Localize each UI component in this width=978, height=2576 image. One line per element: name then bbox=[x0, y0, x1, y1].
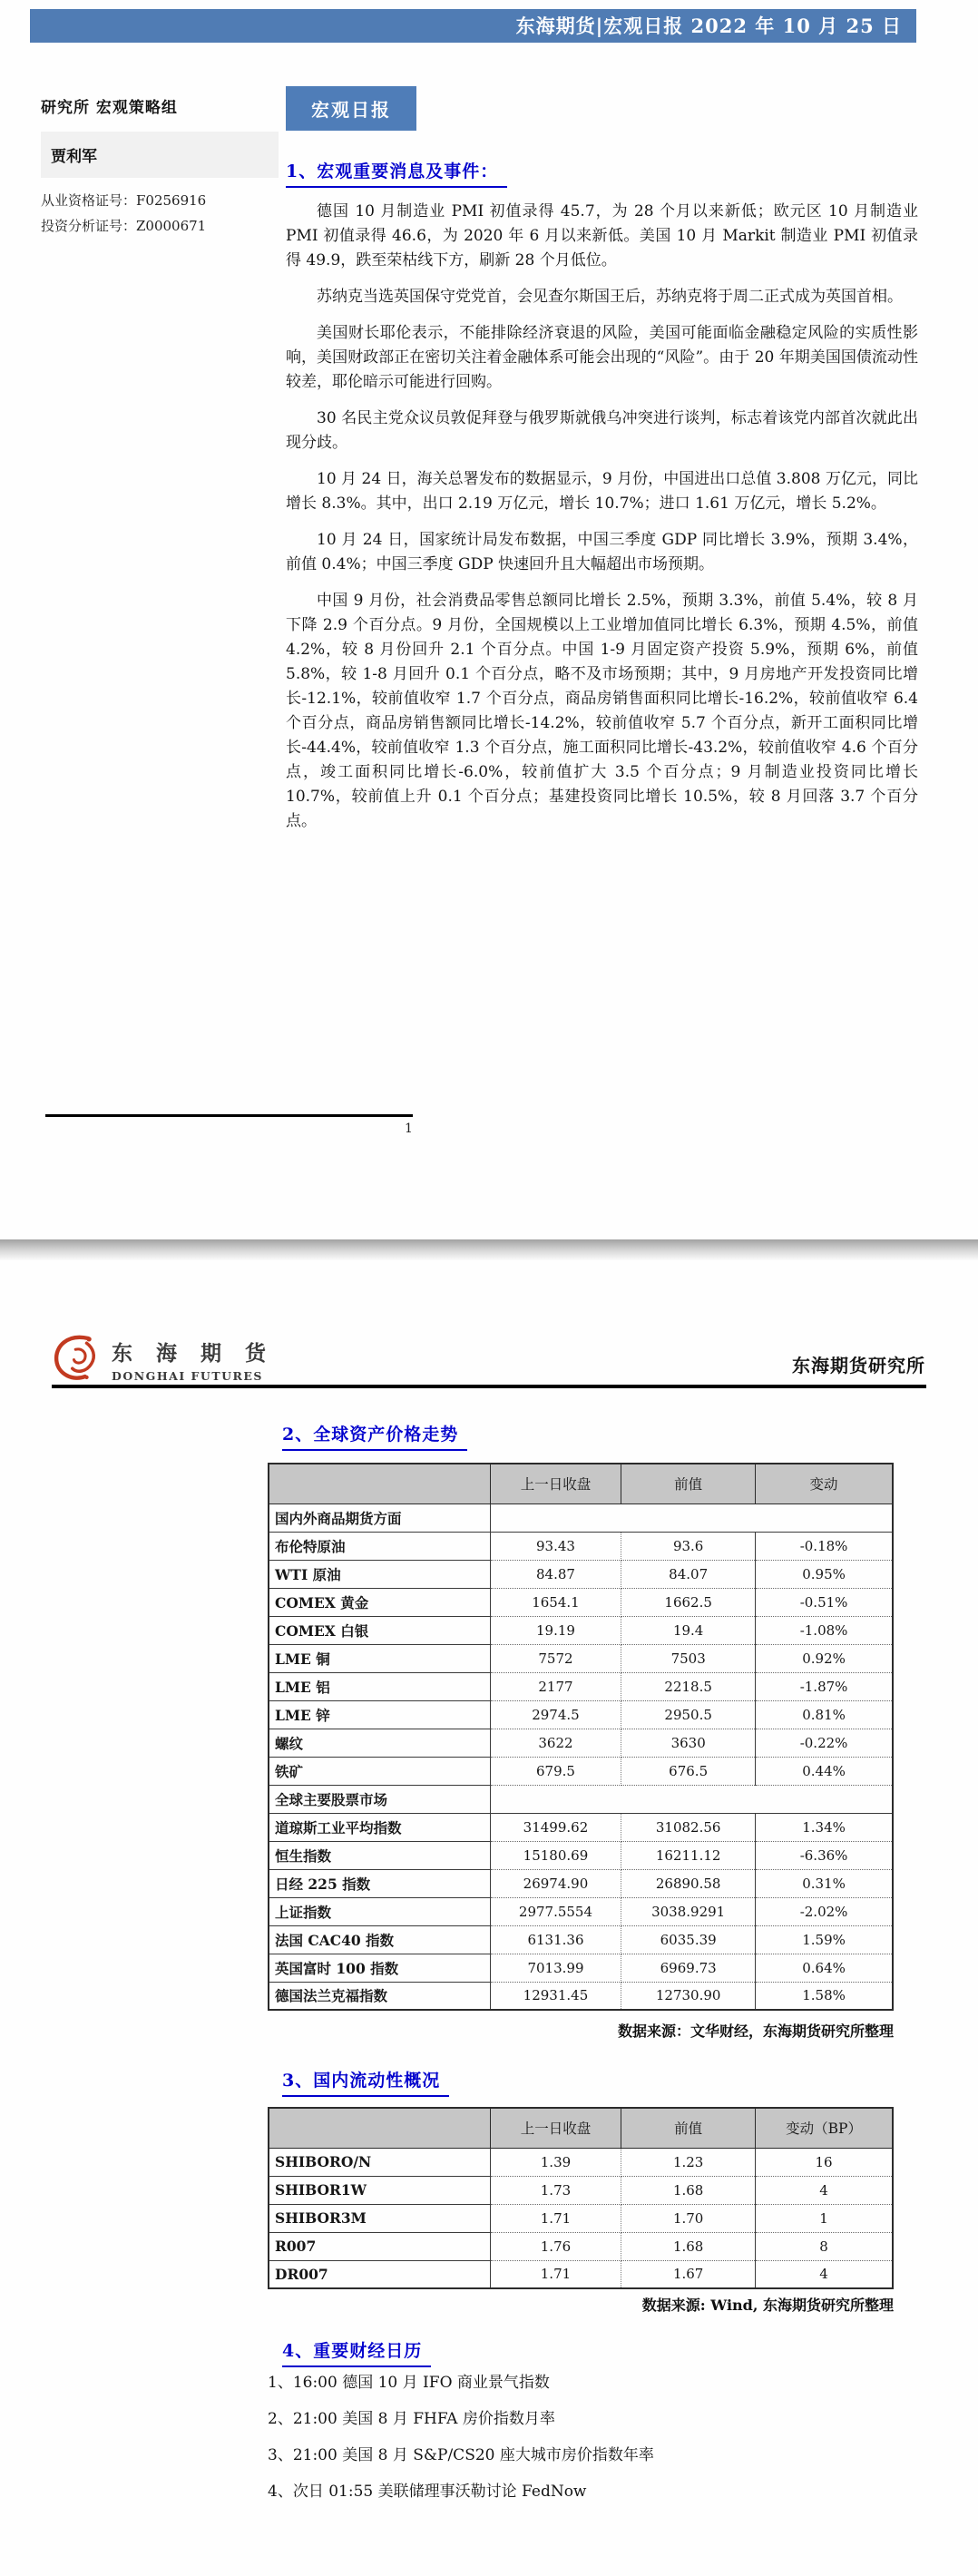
asset-label: 德国法兰克福指数 bbox=[269, 1982, 490, 2010]
change-cell: -1.87% bbox=[756, 1672, 893, 1700]
section-3-title: 3、国内流动性概况 bbox=[282, 2067, 449, 2097]
prev-close-cell: 6131.36 bbox=[490, 1925, 621, 1954]
prior-cell: 84.07 bbox=[621, 1560, 756, 1588]
prev-close-cell: 84.87 bbox=[490, 1560, 621, 1588]
macro-paragraph: 30 名民主党众议员敦促拜登与俄罗斯就俄乌冲突进行谈判，标志着该党内部首次就此出现分歧。 bbox=[286, 409, 918, 452]
macro-paragraph: 美国财长耶伦表示，不能排除经济衰退的风险，美国可能面临金融稳定风险的实质性影响，美国财政部正在密切关注着金融体系可能会出现的“风险”。由于 20 年期美国国债流动性较差，耶伦暗示可能进行回购。 bbox=[286, 324, 918, 391]
logo-text-en: DONGHAI FUTURES bbox=[112, 1368, 263, 1383]
asset-row bbox=[269, 1644, 893, 1672]
macro-paragraph: 10 月 24 日，海关总署发布的数据显示，9 月份，中国进出口总值 3.808 万亿元，同比增长 8.3%。其中，出口 2.19 万亿元，增长 10.7%；进口 1.61 万亿元，增长 5.2%。 bbox=[286, 470, 918, 513]
prev-close-cell: 2177 bbox=[490, 1672, 621, 1700]
macro-paragraphs bbox=[286, 200, 918, 834]
asset-row bbox=[269, 1954, 893, 1982]
prev-close-cell: 679.5 bbox=[490, 1757, 621, 1785]
asset-label: 布伦特原油 bbox=[269, 1532, 490, 1560]
prev-close-cell: 1.71 bbox=[490, 2260, 621, 2288]
change-cell: 1.59% bbox=[756, 1925, 893, 1954]
table-source-2: 数据来源: Wind, 东海期货研究所整理 bbox=[641, 2297, 894, 2314]
header-cell-change-bp: 变动（BP） bbox=[756, 2108, 893, 2148]
prior-cell: 6969.73 bbox=[621, 1954, 756, 1982]
prev-close-cell bbox=[490, 1785, 621, 1813]
company-logo bbox=[52, 1330, 274, 1388]
header-cell-prev-close: 上一日收盘 bbox=[490, 1464, 621, 1503]
macro-paragraph: 德国 10 月制造业 PMI 初值录得 45.7，为 28 个月以来新低；欧元区 10 月制造业 PMI 初值录得 46.6，为 2020 年 6 月以来新低。美国 10 月 Markit 制造业 PMI 初值录得 49.9，跌至荣枯线下方，刷新 28 个月低位。 bbox=[286, 202, 918, 269]
prev-close-cell: 1.76 bbox=[490, 2232, 621, 2260]
prev-close-cell: 3622 bbox=[490, 1729, 621, 1757]
cert-number-2: 投资分析证号：Z0000671 bbox=[41, 217, 207, 234]
asset-label: 道琼斯工业平均指数 bbox=[269, 1813, 490, 1841]
prev-close-cell: 93.43 bbox=[490, 1532, 621, 1560]
certificates-block bbox=[41, 189, 279, 240]
footnote-rule bbox=[45, 1114, 413, 1117]
liquidity-row bbox=[269, 2204, 893, 2232]
asset-row bbox=[269, 1869, 893, 1897]
calendar-item: 3、21:00 美国 8 月 S&P/CS20 座大城市房价指数年率 bbox=[268, 2446, 654, 2464]
asset-label: WTI 原油 bbox=[269, 1560, 490, 1588]
asset-row bbox=[269, 1757, 893, 1785]
asset-row bbox=[269, 1785, 893, 1813]
asset-label: 英国富时 100 指数 bbox=[269, 1954, 490, 1982]
prior-cell: 2950.5 bbox=[621, 1700, 756, 1729]
prev-close-cell: 2977.5554 bbox=[490, 1897, 621, 1925]
asset-row bbox=[269, 1532, 893, 1560]
asset-row bbox=[269, 1503, 893, 1532]
header-cell-prior: 前值 bbox=[621, 1464, 756, 1503]
donghai-logo-icon bbox=[52, 1330, 103, 1388]
prior-cell: 19.4 bbox=[621, 1616, 756, 1644]
prev-close-cell: 1.71 bbox=[490, 2204, 621, 2232]
prior-cell: 1.23 bbox=[621, 2148, 756, 2176]
prior-cell: 676.5 bbox=[621, 1757, 756, 1785]
asset-row bbox=[269, 1560, 893, 1588]
prior-cell: 2218.5 bbox=[621, 1672, 756, 1700]
prev-close-cell: 15180.69 bbox=[490, 1841, 621, 1869]
rate-label: SHIBOR3M bbox=[269, 2204, 490, 2232]
asset-row bbox=[269, 1672, 893, 1700]
rate-label: R007 bbox=[269, 2232, 490, 2260]
change-cell: -0.18% bbox=[756, 1532, 893, 1560]
header-rule bbox=[52, 1385, 926, 1388]
change-cell: 16 bbox=[756, 2148, 893, 2176]
asset-label: 法国 CAC40 指数 bbox=[269, 1925, 490, 1954]
page1-header-bar bbox=[30, 9, 916, 43]
liquidity-row bbox=[269, 2260, 893, 2288]
asset-row bbox=[269, 1841, 893, 1869]
macro-daily-badge: 宏观日报 bbox=[286, 86, 416, 131]
table-header-row bbox=[269, 1464, 893, 1503]
prev-close-cell: 7013.99 bbox=[490, 1954, 621, 1982]
prev-close-cell: 1654.1 bbox=[490, 1588, 621, 1616]
asset-row bbox=[269, 1729, 893, 1757]
liquidity-row bbox=[269, 2232, 893, 2260]
change-cell: 0.92% bbox=[756, 1644, 893, 1672]
prior-cell: 93.6 bbox=[621, 1532, 756, 1560]
prior-cell: 3038.9291 bbox=[621, 1897, 756, 1925]
macro-paragraph: 苏纳克当选英国保守党党首，会见查尔斯国王后，苏纳克将于周二正式成为英国首相。 bbox=[317, 288, 903, 306]
change-cell bbox=[756, 1503, 893, 1532]
asset-label: 恒生指数 bbox=[269, 1841, 490, 1869]
section-1-title: 1、宏观重要消息及事件： bbox=[286, 158, 507, 188]
prior-cell: 1.70 bbox=[621, 2204, 756, 2232]
change-cell: 1.58% bbox=[756, 1982, 893, 2010]
prior-cell bbox=[621, 1785, 756, 1813]
change-cell: -1.08% bbox=[756, 1616, 893, 1644]
prior-cell: 1662.5 bbox=[621, 1588, 756, 1616]
page1-main-column bbox=[286, 86, 918, 834]
change-cell: -6.36% bbox=[756, 1841, 893, 1869]
header-cell-change: 变动 bbox=[756, 1464, 893, 1503]
asset-label: LME 锌 bbox=[269, 1700, 490, 1729]
table-source-1: 数据来源：文华财经，东海期货研究所整理 bbox=[617, 2023, 894, 2040]
author-sidebar bbox=[41, 94, 279, 240]
asset-label: LME 铝 bbox=[269, 1672, 490, 1700]
header-cell-prior: 前值 bbox=[621, 2108, 756, 2148]
asset-row bbox=[269, 1616, 893, 1644]
macro-paragraph: 中国 9 月份，社会消费品零售总额同比增长 2.5%，预期 3.3%，前值 5.4%，较 8 月下降 2.9 个百分点。9 月份，全国规模以上工业增加值同比增长 6.3%，预期 4.5%，前值 4.2%，较 8 月份回升 2.1 个百分点。中国 1-9 月固定资产投资 5.9%，预期 6%，前值 5.8%，较 1-8 月回升 0.1 个百分点，略不及市场预期；其中，9 月房地产开发投资同比增长-12.1%，较前值收窄 1.7 个百分点，商品房销售面积同比增长-16.2%，较前值收窄 6.4 个百分点，商品房销售额同比增长-14.2%，较前值收窄 5.7 个百分点，新开工面积同比增长-44.4%，较前值收窄 1.3 个百分点，施工面积同比增长-43.2%，较前值收窄 4.6 个百分点，竣工面积同比增长-6.0%，较前值扩大 3.5 个百分点；9 月制造业投资同比增长 10.7%，较前值上升 0.1 个百分点；基建投资同比增长 10.5%，较 8 月回落 3.7 个百分点。 bbox=[286, 592, 918, 830]
prior-cell: 26890.58 bbox=[621, 1869, 756, 1897]
prev-close-cell: 7572 bbox=[490, 1644, 621, 1672]
prev-close-cell: 26974.90 bbox=[490, 1869, 621, 1897]
asset-label: LME 铜 bbox=[269, 1644, 490, 1672]
prev-close-cell: 1.73 bbox=[490, 2176, 621, 2204]
asset-label: 国内外商品期货方面 bbox=[269, 1503, 490, 1532]
calendar-item: 1、16:00 德国 10 月 IFO 商业景气指数 bbox=[268, 2374, 550, 2392]
liquidity-table bbox=[268, 2107, 894, 2289]
macro-paragraph: 10 月 24 日，国家统计局发布数据，中国三季度 GDP 同比增长 3.9%，预期 3.4%，前值 0.4%；中国三季度 GDP 快速回升且大幅超出市场预期。 bbox=[286, 531, 918, 573]
page-number: 1 bbox=[405, 1121, 413, 1136]
department-label: 研究所 宏观策略组 bbox=[41, 99, 178, 117]
section-4-title: 4、重要财经日历 bbox=[282, 2337, 431, 2367]
change-cell: 1 bbox=[756, 2204, 893, 2232]
prior-cell: 1.67 bbox=[621, 2260, 756, 2288]
prev-close-cell: 12931.45 bbox=[490, 1982, 621, 2010]
analyst-name: 贾利军 bbox=[41, 132, 279, 178]
prior-cell: 3630 bbox=[621, 1729, 756, 1757]
prev-close-cell: 2974.5 bbox=[490, 1700, 621, 1729]
prior-cell: 1.68 bbox=[621, 2232, 756, 2260]
report-title: 东海期货|宏观日报 2022 年 10 月 25 日 bbox=[515, 15, 902, 37]
asset-row bbox=[269, 1588, 893, 1616]
prev-close-cell bbox=[490, 1503, 621, 1532]
header-cell-blank bbox=[269, 2108, 490, 2148]
header-cell-prev-close: 上一日收盘 bbox=[490, 2108, 621, 2148]
prev-close-cell: 19.19 bbox=[490, 1616, 621, 1644]
rate-label: SHIBOR1W bbox=[269, 2176, 490, 2204]
calendar-item: 2、21:00 美国 8 月 FHFA 房价指数月率 bbox=[268, 2410, 555, 2428]
prev-close-cell: 31499.62 bbox=[490, 1813, 621, 1841]
change-cell: 1.34% bbox=[756, 1813, 893, 1841]
change-cell: 0.81% bbox=[756, 1700, 893, 1729]
asset-label: 螺纹 bbox=[269, 1729, 490, 1757]
section-2-title: 2、全球资产价格走势 bbox=[282, 1421, 467, 1451]
liquidity-row bbox=[269, 2148, 893, 2176]
asset-label: 上证指数 bbox=[269, 1897, 490, 1925]
change-cell: 0.95% bbox=[756, 1560, 893, 1588]
prior-cell: 31082.56 bbox=[621, 1813, 756, 1841]
global-assets-table bbox=[268, 1463, 894, 2011]
change-cell: 4 bbox=[756, 2260, 893, 2288]
change-cell: -0.51% bbox=[756, 1588, 893, 1616]
change-cell: -0.22% bbox=[756, 1729, 893, 1757]
asset-label: COMEX 黄金 bbox=[269, 1588, 490, 1616]
change-cell: 0.31% bbox=[756, 1869, 893, 1897]
prior-cell: 7503 bbox=[621, 1644, 756, 1672]
asset-row bbox=[269, 1982, 893, 2010]
asset-label: 日经 225 指数 bbox=[269, 1869, 490, 1897]
calendar-item: 4、次日 01:55 美联储理事沃勒讨论 FedNow bbox=[268, 2483, 587, 2501]
asset-row bbox=[269, 1813, 893, 1841]
change-cell: 0.64% bbox=[756, 1954, 893, 1982]
asset-label: 铁矿 bbox=[269, 1757, 490, 1785]
header-cell-blank bbox=[269, 1464, 490, 1503]
prior-cell bbox=[621, 1503, 756, 1532]
change-cell: -2.02% bbox=[756, 1897, 893, 1925]
asset-label: 全球主要股票市场 bbox=[269, 1785, 490, 1813]
rate-label: DR007 bbox=[269, 2260, 490, 2288]
prior-cell: 16211.12 bbox=[621, 1841, 756, 1869]
prior-cell: 6035.39 bbox=[621, 1925, 756, 1954]
institute-name: 东海期货研究所 bbox=[792, 1355, 925, 1376]
logo-text-cn: 东 海 期 货 bbox=[112, 1340, 275, 1366]
rate-label: SHIBORO/N bbox=[269, 2148, 490, 2176]
asset-row bbox=[269, 1700, 893, 1729]
change-cell: 0.44% bbox=[756, 1757, 893, 1785]
prior-cell: 12730.90 bbox=[621, 1982, 756, 2010]
table-header-row bbox=[269, 2108, 893, 2148]
change-cell bbox=[756, 1785, 893, 1813]
liquidity-row bbox=[269, 2176, 893, 2204]
asset-row bbox=[269, 1925, 893, 1954]
change-cell: 4 bbox=[756, 2176, 893, 2204]
prior-cell: 1.68 bbox=[621, 2176, 756, 2204]
change-cell: 8 bbox=[756, 2232, 893, 2260]
cert-number-1: 从业资格证号：F0256916 bbox=[41, 192, 207, 209]
asset-label: COMEX 白银 bbox=[269, 1616, 490, 1644]
calendar-list bbox=[268, 2365, 903, 2510]
page-separator bbox=[0, 1239, 978, 1260]
prev-close-cell: 1.39 bbox=[490, 2148, 621, 2176]
asset-row bbox=[269, 1897, 893, 1925]
